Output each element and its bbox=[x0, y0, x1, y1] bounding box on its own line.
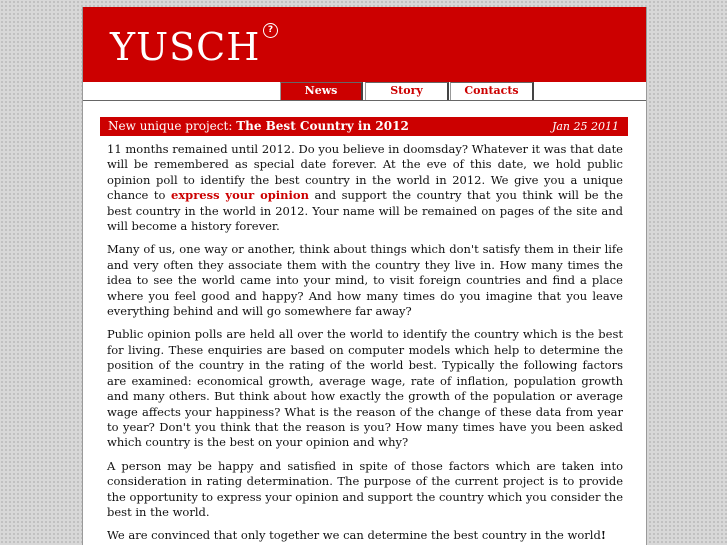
paragraph-4: A person may be happy and satisfied in spite of those factors which are taken into consideration in rating determination. The purpose of the current project is to provide the opportunity to express your opinion and support the country which you consider the best in the world. bbox=[107, 458, 623, 519]
article-body bbox=[107, 142, 623, 545]
p5-exclamation: ! bbox=[600, 528, 606, 543]
article-title bbox=[108, 117, 409, 136]
tab-story[interactable]: Story bbox=[365, 82, 449, 100]
title-main: The Best Country in 2012 bbox=[236, 119, 409, 133]
p5-text: We are convinced that only together we can determine the best country in the world bbox=[107, 528, 601, 543]
page-container bbox=[82, 7, 647, 545]
paragraph-3: Public opinion polls are held all over the world to identify the country which is the best for living. These enquiries are based on computer models which help to determine the position of the country in the rating of the world best. Typically the following factors are examined: economical growth, average wage, rate of inflation, population growth and many others. But think about how exactly the growth of the population or average wage affects your happiness? What is the reason of the change of these data from year to year? Don't you think that the reason is you? How many times have you been asked which country is the best on your opinion and why? bbox=[107, 327, 623, 450]
site-logo[interactable]: YUSCH bbox=[110, 25, 261, 69]
title-prefix: New unique project: bbox=[108, 119, 233, 133]
tab-news[interactable]: News bbox=[280, 82, 363, 100]
express-opinion-link[interactable]: express your opinion bbox=[171, 188, 309, 203]
paragraph-5 bbox=[107, 528, 623, 543]
main-nav bbox=[83, 82, 646, 101]
paragraph-2: Many of us, one way or another, think about things which don't satisfy them in their life and very often they associate them with the country they live in. How many times the idea to see the world came into your mind, to visit foreign countries and find a place where you feel good and happy? And how many times do you imagine that you leave everything behind and will go somewhere far away? bbox=[107, 242, 623, 319]
p1-text-before: 11 months remained until 2012. Do you believe in doomsday? Whatever it was that date will be remembered as special date forever. At the eve of this date, we hold public opinion poll to identify the best country in the world in 2012. We give you a unique chance to bbox=[107, 142, 623, 203]
article-date: Jan 25 2011 bbox=[551, 120, 619, 133]
article-title-bar bbox=[100, 117, 628, 136]
logo-question-icon: ? bbox=[263, 23, 278, 38]
tab-contacts[interactable]: Contacts bbox=[450, 82, 534, 100]
p1-text-after: and support the country that you think will be the best country in the world in 2012. Your name will be remained on pages of the site and will become a history forever. bbox=[107, 188, 623, 234]
site-header bbox=[83, 7, 646, 82]
paragraph-1 bbox=[107, 142, 623, 234]
